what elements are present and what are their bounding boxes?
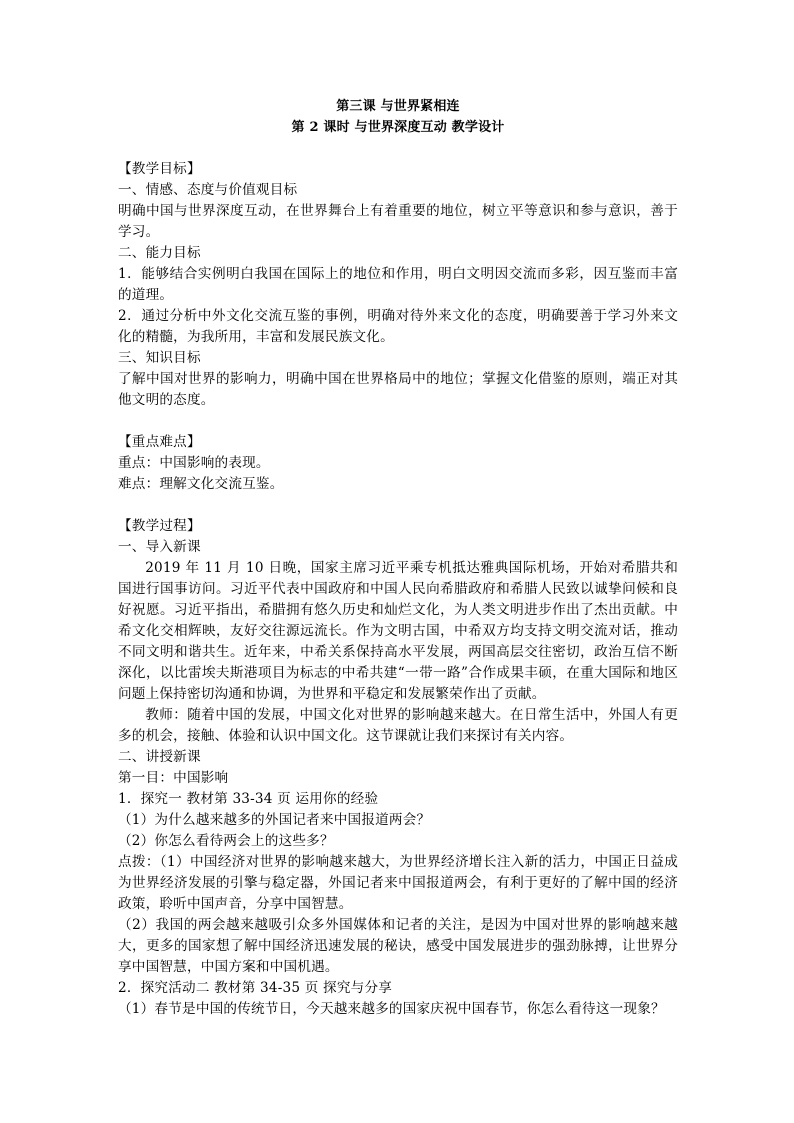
process-guidance-2: （2）我国的两会越来越吸引众多外国媒体和记者的关注，是因为中国对世界的影响越来越大，更多的国家想了解中国经济迅速发展的秘诀，感受中国发展进步的强劲脉搏，让世界分享中国智慧，中国方案和中国机遇。 <box>118 917 678 975</box>
objectives-paragraph-3: 2．通过分析中外文化交流互鉴的事例，明确对待外来文化的态度，明确要善于学习外来文化的精髓，为我所用，丰富和发展民族文化。 <box>118 308 678 345</box>
document-body <box>118 96 678 1020</box>
keypoints-header: 【重点难点】 <box>118 434 201 450</box>
process-teacher-paragraph: 教师：随着中国的发展，中国文化对世界的影响越来越大。在日常生活中，外国人有更多的机会，接触、体验和认识中国文化。这节课就让我们来探讨有关内容。 <box>118 707 678 744</box>
objectives-heading-3: 三、知识目标 <box>118 350 201 366</box>
process-intro-paragraph: 2019 年 11 月 10 日晚，国家主席习近平乘专机抵达雅典国际机场，开始对希腊共和国进行国事访问。习近平代表中国政府和中国人民向希腊政府和希腊人民致以诚挚问候和良好祝愿。习近平指出，希腊拥有悠久历史和灿烂文化，为人类文明进步作出了杰出贡献。中希文化交相辉映，友好交往源远流长。作为文明古国，中希双方均支持文明交流对话，推动不同文明和谐共生。近年来，中希关系保持高水平发展，两国高层交往密切，政治互信不断深化，以比雷埃夫斯港项目为标志的中希共建“一带一路”合作成果丰硕，在重大国际和地区问题上保持密切沟通和协调，为世界和平稳定和发展繁荣作出了贡献。 <box>118 560 678 702</box>
process-activity-2: 2．探究活动二 教材第 34-35 页 探究与分享 <box>118 980 393 996</box>
lesson-subtitle: 第 2 课时 与世界深度互动 教学设计 <box>291 120 505 135</box>
keypoints-difficulty: 难点：理解文化交流互鉴。 <box>118 476 284 492</box>
keypoints-focus: 重点：中国影响的表现。 <box>118 455 270 471</box>
spacer <box>118 138 678 159</box>
spacer <box>118 411 678 432</box>
objectives-paragraph-4: 了解中国对世界的影响力，明确中国在世界格局中的地位；掌握文化借鉴的原则，端正对其他文明的态度。 <box>118 371 678 408</box>
objectives-paragraph-1: 明确中国与世界深度互动，在世界舞台上有着重要的地位，树立平等意识和参与意识，善于学习。 <box>118 203 678 240</box>
objectives-heading-2: 二、能力目标 <box>118 245 201 261</box>
process-question-2: （2）你怎么看待两会上的这些多？ <box>118 833 334 849</box>
process-guidance-1: 点拨：（1）中国经济对世界的影响越来越大，为世界经济增长注入新的活力，中国正日益成为世界经济发展的引擎与稳定器，外国记者来中国报道两会，有利于更好的了解中国的经济政策，聆听中国声音，分享中国智慧。 <box>118 854 678 912</box>
lesson-title: 第三课 与世界紧相连 <box>336 99 460 114</box>
objectives-header: 【教学目标】 <box>118 161 201 177</box>
process-question-1: （1）为什么越来越多的外国记者来中国报道两会？ <box>118 812 431 828</box>
process-header: 【教学过程】 <box>118 518 201 534</box>
process-section-1: 第一目：中国影响 <box>118 770 229 786</box>
process-heading-lecture: 二、讲授新课 <box>118 749 201 765</box>
objectives-heading-1: 一、情感、态度与价值观目标 <box>118 182 298 198</box>
spacer <box>118 495 678 516</box>
process-activity-1: 1．探究一 教材第 33-34 页 运用你的经验 <box>118 791 379 807</box>
process-heading-intro: 一、导入新课 <box>118 539 201 555</box>
objectives-paragraph-2: 1．能够结合实例明白我国在国际上的地位和作用，明白文明因交流而多彩，因互鉴而丰富的道理。 <box>118 266 678 303</box>
process-question-3: （1）春节是中国的传统节日，今天越来越多的国家庆祝中国春节，你怎么看待这一现象？ <box>118 1001 665 1017</box>
